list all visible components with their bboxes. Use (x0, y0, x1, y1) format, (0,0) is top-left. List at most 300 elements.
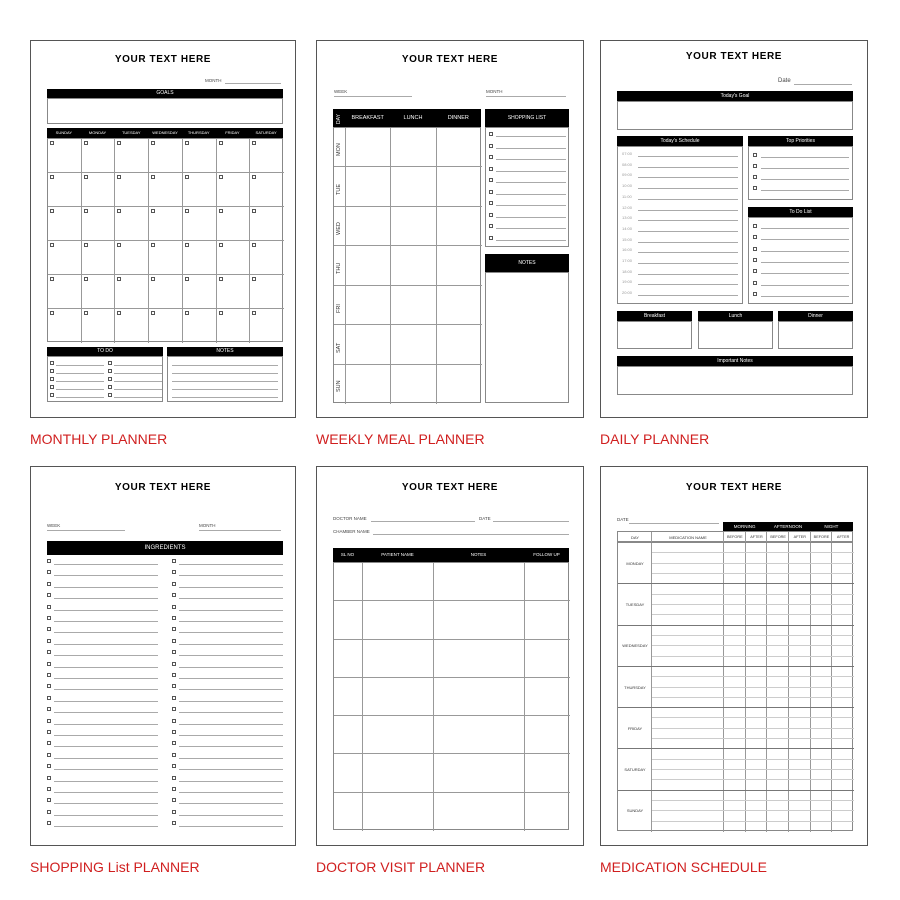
weekly-row-line (334, 245, 482, 246)
shopping-item-checkbox (172, 639, 176, 643)
weekly-shopping-line (496, 228, 566, 229)
daily-time-label: 14:00 (622, 225, 633, 231)
medication-date-line (629, 523, 719, 524)
doctor-row-line (334, 677, 570, 678)
monthly-todo-line (114, 365, 162, 366)
caption-monthly: MONTHLY PLANNER (30, 431, 168, 447)
monthly-day-checkbox (252, 243, 256, 247)
monthly-row-line (48, 274, 284, 275)
medication-sub-row-line (652, 635, 854, 636)
shopping-item-checkbox (47, 707, 51, 711)
shopping-item-line (179, 575, 283, 576)
shopping-item-line (54, 792, 158, 793)
medication-col-line (766, 543, 767, 832)
monthly-todo-line (56, 365, 104, 366)
shopping-ingredients-header: INGREDIENTS (47, 541, 283, 555)
weekly-shopping-line (496, 194, 566, 195)
daily-time-line (638, 252, 738, 253)
weekly-shopping-checkbox (489, 213, 493, 217)
shopping-item-line (54, 758, 158, 759)
weekly-shopping-line (496, 148, 566, 149)
weekly-shopping-line (496, 171, 566, 172)
shopping-item-line (179, 724, 283, 725)
weekly-meal-planner-page (316, 40, 584, 418)
shopping-month-label: MONTH (199, 523, 216, 528)
monthly-day-checkbox (151, 209, 155, 213)
daily-time-line (638, 210, 738, 211)
monthly-day-checkbox (84, 209, 88, 213)
medication-sub-row-line (652, 563, 854, 564)
weekly-shopping-line (496, 217, 566, 218)
weekly-shopping-checkbox (489, 144, 493, 148)
monthly-day-checkbox (185, 277, 189, 281)
weekly-notes-box (485, 272, 569, 403)
medication-title: YOUR TEXT HERE (685, 482, 783, 493)
shopping-item-checkbox (47, 582, 51, 586)
medication-sub-row-line (652, 759, 854, 760)
monthly-day-checkbox (219, 175, 223, 179)
monthly-day-checkbox (151, 175, 155, 179)
shopping-item-checkbox (172, 616, 176, 620)
weekly-day-wed: WED (336, 221, 342, 235)
monthly-todo-checkbox (50, 385, 54, 389)
monthly-todo-line (56, 389, 104, 390)
medication-sub-row-line (652, 656, 854, 657)
monthly-todo-box (47, 356, 163, 402)
doctor-name-line (371, 521, 475, 522)
daily-time-label: 08:00 (622, 161, 633, 167)
doctor-row-line (334, 753, 570, 754)
shopping-item-line (179, 632, 283, 633)
doctor-row-line (334, 639, 570, 640)
monthly-todo-checkbox (50, 361, 54, 365)
shopping-item-line (179, 564, 283, 565)
medication-day-wednesday: WEDNESDAY (622, 643, 648, 649)
shopping-item-checkbox (47, 810, 51, 814)
medication-subheader (617, 531, 853, 542)
weekly-shopping-checkbox (489, 178, 493, 182)
daily-time-label: 11:00 (622, 193, 632, 199)
daily-time-line (638, 263, 738, 264)
medication-sub-row-line (652, 604, 854, 605)
weekly-row-line (334, 324, 482, 325)
medication-day-friday: FRIDAY (627, 725, 643, 731)
medication-day-line (618, 666, 854, 667)
weekly-meal-breakfast: BREAKFAST (351, 115, 384, 121)
shopping-item-checkbox (172, 719, 176, 723)
monthly-day-checkbox (252, 277, 256, 281)
shopping-item-checkbox (172, 707, 176, 711)
daily-priority-checkbox (753, 175, 757, 179)
monthly-day-tuesday: TUESDAY (121, 130, 141, 135)
daily-breakfast-box (617, 321, 692, 349)
doctor-visit-planner-page (316, 466, 584, 846)
weekly-week-label: WEEK (334, 89, 348, 94)
monthly-day-checkbox (50, 243, 54, 247)
monthly-row-line (48, 308, 284, 309)
monthly-notes-line (172, 365, 278, 366)
daily-date-label: Date (778, 78, 791, 84)
monthly-title: YOUR TEXT HERE (114, 54, 212, 65)
shopping-item-checkbox (47, 787, 51, 791)
daily-time-line (638, 220, 738, 221)
doctor-row-line (334, 715, 570, 716)
medication-after-header: AFTER (793, 535, 807, 539)
medication-grid (617, 542, 853, 831)
daily-todo-line (761, 296, 849, 297)
monthly-goals-header: GOALS (47, 89, 283, 98)
monthly-day-checkbox (117, 243, 121, 247)
monthly-notes-line (172, 389, 278, 390)
doctor-col-3: FOLLOW UP (533, 552, 560, 557)
shopping-item-checkbox (172, 582, 176, 586)
daily-time-line (638, 188, 738, 189)
daily-time-label: 17:00 (622, 258, 633, 263)
daily-time-label: 18:00 (622, 268, 633, 274)
monthly-todo-line (114, 389, 162, 390)
doctor-table-header (333, 548, 569, 562)
monthly-row-line (48, 206, 284, 207)
shopping-item-checkbox (172, 559, 176, 563)
medication-col-line (723, 543, 724, 832)
medication-sub-row-line (652, 645, 854, 646)
medication-name-header: MEDICATION NAME (669, 535, 707, 540)
daily-planner-page (600, 40, 868, 418)
shopping-item-line (179, 667, 283, 668)
shopping-title: YOUR TEXT HERE (114, 482, 212, 493)
caption-daily: DAILY PLANNER (600, 431, 710, 447)
monthly-day-checkbox (252, 141, 256, 145)
monthly-todo-header: TO DO (47, 347, 163, 356)
monthly-todo-checkbox (50, 377, 54, 381)
monthly-day-checkbox (84, 243, 88, 247)
doctor-title: YOUR TEXT HERE (401, 482, 499, 493)
weekly-shopping-checkbox (489, 201, 493, 205)
weekly-month-label: MONTH (486, 89, 503, 94)
monthly-todo-line (56, 373, 104, 374)
shopping-item-checkbox (172, 764, 176, 768)
daily-priority-line (761, 157, 849, 158)
weekly-day-mon: MON (336, 142, 342, 156)
shopping-item-checkbox (172, 776, 176, 780)
daily-todo-line (761, 285, 849, 286)
weekly-shopping-checkbox (489, 236, 493, 240)
weekly-meal-header (333, 109, 481, 127)
monthly-notes-line (172, 381, 278, 382)
daily-goal-box (617, 101, 853, 130)
weekly-meal-dinner: DINNER (447, 115, 469, 121)
monthly-col-line (148, 139, 149, 343)
shopping-item-line (179, 587, 283, 588)
medication-day-tuesday: TUESDAY (625, 601, 645, 607)
doctor-col-0: SL NO (340, 552, 355, 557)
monthly-day-checkbox (50, 175, 54, 179)
shopping-item-checkbox (172, 810, 176, 814)
daily-priority-line (761, 179, 849, 180)
monthly-todo-checkbox (108, 377, 112, 381)
shopping-item-line (54, 587, 158, 588)
shopping-item-line (179, 803, 283, 804)
shopping-item-checkbox (47, 730, 51, 734)
medication-sub-row-line (652, 769, 854, 770)
monthly-days-header (47, 128, 283, 138)
monthly-day-thursday: THURSDAY (187, 130, 210, 135)
shopping-item-checkbox (172, 605, 176, 609)
weekly-month-line (486, 96, 566, 97)
shopping-item-checkbox (47, 696, 51, 700)
shopping-ingredients-list (47, 557, 283, 837)
shopping-item-checkbox (47, 605, 51, 609)
shopping-item-checkbox (172, 787, 176, 791)
medication-before-header: BEFORE (727, 535, 743, 539)
shopping-month-line (199, 530, 281, 531)
weekly-shopping-line (496, 182, 566, 183)
monthly-day-checkbox (185, 243, 189, 247)
medication-sub-row-line (652, 728, 854, 729)
daily-time-label: 07:00 (622, 151, 633, 156)
daily-todo-checkbox (753, 292, 757, 296)
monthly-todo-line (114, 397, 162, 398)
shopping-item-line (179, 689, 283, 690)
shopping-item-line (179, 621, 283, 622)
shopping-item-checkbox (47, 798, 51, 802)
monthly-day-friday: FRIDAY (225, 130, 240, 135)
shopping-item-checkbox (47, 662, 51, 666)
shopping-item-checkbox (47, 821, 51, 825)
weekly-shopping-checkbox (489, 190, 493, 194)
monthly-day-checkbox (151, 311, 155, 315)
shopping-item-line (179, 815, 283, 816)
shopping-item-checkbox (172, 684, 176, 688)
caption-weekly-meal: WEEKLY MEAL PLANNER (316, 431, 485, 447)
daily-todo-checkbox (753, 269, 757, 273)
shopping-item-line (54, 826, 158, 827)
doctor-col-1: PATIENT NAME (381, 552, 414, 557)
daily-todo-line (761, 228, 849, 229)
shopping-item-line (54, 769, 158, 770)
daily-todo-box (748, 217, 853, 304)
shopping-item-line (179, 712, 283, 713)
shopping-item-checkbox (172, 821, 176, 825)
medication-sub-row-line (652, 717, 854, 718)
monthly-day-checkbox (252, 209, 256, 213)
daily-time-line (638, 274, 738, 275)
medication-day-saturday: SATURDAY (624, 767, 646, 773)
weekly-shopping-checkbox (489, 224, 493, 228)
monthly-day-checkbox (84, 141, 88, 145)
daily-date-line (794, 84, 852, 85)
shopping-item-line (179, 644, 283, 645)
medication-sub-row-line (652, 573, 854, 574)
shopping-item-checkbox (172, 662, 176, 666)
daily-notes-box (617, 366, 853, 395)
daily-schedule-box (617, 146, 743, 304)
daily-dinner-box (778, 321, 853, 349)
medication-sub-row-line (652, 594, 854, 595)
medication-sub-row-line (652, 810, 854, 811)
daily-time-line (638, 156, 738, 157)
monthly-day-checkbox (252, 311, 256, 315)
caption-doctor: DOCTOR VISIT PLANNER (316, 859, 486, 875)
shopping-week-line (47, 530, 125, 531)
monthly-col-line (216, 139, 217, 343)
medication-schedule-page (600, 466, 868, 846)
daily-todo-line (761, 262, 849, 263)
daily-time-label: 10:00 (622, 183, 633, 189)
weekly-notes-header: NOTES (485, 254, 569, 272)
monthly-day-checkbox (185, 311, 189, 315)
daily-todo-line (761, 239, 849, 240)
shopping-item-checkbox (172, 730, 176, 734)
monthly-col-line (182, 139, 183, 343)
shopping-item-checkbox (47, 639, 51, 643)
shopping-item-checkbox (172, 627, 176, 631)
daily-priority-line (761, 190, 849, 191)
doctor-row-line (334, 792, 570, 793)
medication-sub-row-line (652, 552, 854, 553)
weekly-shopping-line (496, 205, 566, 206)
monthly-day-checkbox (117, 277, 121, 281)
shopping-planner-page (30, 466, 296, 846)
shopping-item-checkbox (172, 798, 176, 802)
medication-col-line (745, 543, 746, 832)
weekly-title: YOUR TEXT HERE (401, 54, 499, 65)
weekly-day-sat: SAT (336, 342, 342, 353)
shopping-item-checkbox (47, 741, 51, 745)
shopping-item-line (54, 701, 158, 702)
monthly-day-monday: MONDAY (88, 130, 107, 135)
weekly-shopping-line (496, 136, 566, 137)
medication-day-monday: MONDAY (626, 560, 644, 566)
shopping-item-line (179, 701, 283, 702)
shopping-item-checkbox (47, 719, 51, 723)
daily-lunch-header: Lunch (698, 311, 773, 321)
shopping-item-line (54, 803, 158, 804)
medication-period-night: NIGHT (824, 524, 839, 529)
shopping-item-line (54, 621, 158, 622)
daily-goal-header: Today's Goal (617, 91, 853, 101)
monthly-todo-checkbox (50, 369, 54, 373)
daily-time-label: 16:00 (622, 247, 633, 253)
monthly-day-checkbox (50, 209, 54, 213)
daily-todo-line (761, 251, 849, 252)
shopping-item-line (54, 735, 158, 736)
shopping-item-checkbox (47, 627, 51, 631)
monthly-month-line (225, 83, 281, 84)
medication-day-line (618, 707, 854, 708)
daily-todo-line (761, 273, 849, 274)
medication-sub-row-line (652, 676, 854, 677)
monthly-col-line (81, 139, 82, 343)
shopping-item-checkbox (47, 684, 51, 688)
shopping-item-line (179, 826, 283, 827)
shopping-item-line (54, 564, 158, 565)
doctor-name-label: DOCTOR NAME (333, 516, 367, 521)
shopping-item-checkbox (172, 593, 176, 597)
monthly-day-checkbox (117, 209, 121, 213)
daily-todo-checkbox (753, 247, 757, 251)
daily-dinner-header: Dinner (778, 311, 853, 321)
monthly-day-checkbox (151, 141, 155, 145)
daily-todo-checkbox (753, 235, 757, 239)
weekly-row-line (334, 364, 482, 365)
monthly-notes-box (167, 356, 283, 402)
weekly-day-sun: SUN (336, 380, 342, 393)
daily-priority-checkbox (753, 153, 757, 157)
medication-day-line (618, 748, 854, 749)
weekly-row-line (334, 166, 482, 167)
daily-time-label: 19:00 (622, 279, 633, 285)
shopping-item-line (54, 712, 158, 713)
medication-day-thursday: THURSDAY (624, 684, 646, 690)
monthly-todo-line (114, 373, 162, 374)
monthly-notes-header: NOTES (167, 347, 283, 356)
daily-todo-checkbox (753, 281, 757, 285)
monthly-todo-line (114, 381, 162, 382)
shopping-item-checkbox (47, 673, 51, 677)
daily-todo-checkbox (753, 224, 757, 228)
medication-sub-row-line (652, 687, 854, 688)
weekly-day-fri: FRI (336, 304, 342, 314)
medication-period-afternoon: AFTERNOON (773, 524, 803, 529)
monthly-day-checkbox (117, 175, 121, 179)
daily-schedule-header: Today's Schedule (617, 136, 743, 146)
shopping-item-checkbox (47, 559, 51, 563)
shopping-item-line (54, 644, 158, 645)
medication-sub-row-line (652, 738, 854, 739)
weekly-shopping-header: SHOPPING LIST (485, 109, 569, 127)
monthly-todo-line (56, 397, 104, 398)
daily-title: YOUR TEXT HERE (685, 51, 783, 62)
weekly-row-line (334, 206, 482, 207)
monthly-day-checkbox (84, 277, 88, 281)
medication-col-line (831, 543, 832, 832)
monthly-notes-line (172, 373, 278, 374)
medication-sub-row-line (652, 779, 854, 780)
doctor-row-line (334, 600, 570, 601)
monthly-col-line (114, 139, 115, 343)
weekly-shopping-line (496, 159, 566, 160)
medication-period-header (723, 522, 853, 531)
weekly-row-line (334, 285, 482, 286)
monthly-todo-checkbox (108, 393, 112, 397)
shopping-week-label: WEEK (47, 523, 61, 528)
shopping-item-checkbox (47, 776, 51, 780)
shopping-item-line (179, 792, 283, 793)
monthly-day-checkbox (219, 311, 223, 315)
medication-period-morning: MORNING (733, 524, 756, 529)
medication-col-line (810, 543, 811, 832)
daily-priority-line (761, 168, 849, 169)
doctor-chamber-line (373, 534, 569, 535)
shopping-item-line (54, 610, 158, 611)
monthly-day-checkbox (252, 175, 256, 179)
shopping-item-line (54, 667, 158, 668)
monthly-col-line (249, 139, 250, 343)
monthly-day-checkbox (219, 141, 223, 145)
medication-day-line (618, 790, 854, 791)
monthly-day-checkbox (151, 277, 155, 281)
shopping-item-checkbox (172, 650, 176, 654)
doctor-col-2: NOTES (470, 552, 487, 557)
daily-time-line (638, 167, 738, 168)
monthly-day-checkbox (185, 209, 189, 213)
caption-medication: MEDICATION SCHEDULE (600, 859, 767, 875)
monthly-day-checkbox (219, 277, 223, 281)
daily-todo-checkbox (753, 258, 757, 262)
weekly-shopping-line (496, 240, 566, 241)
monthly-day-saturday: SATURDAY (255, 130, 277, 135)
